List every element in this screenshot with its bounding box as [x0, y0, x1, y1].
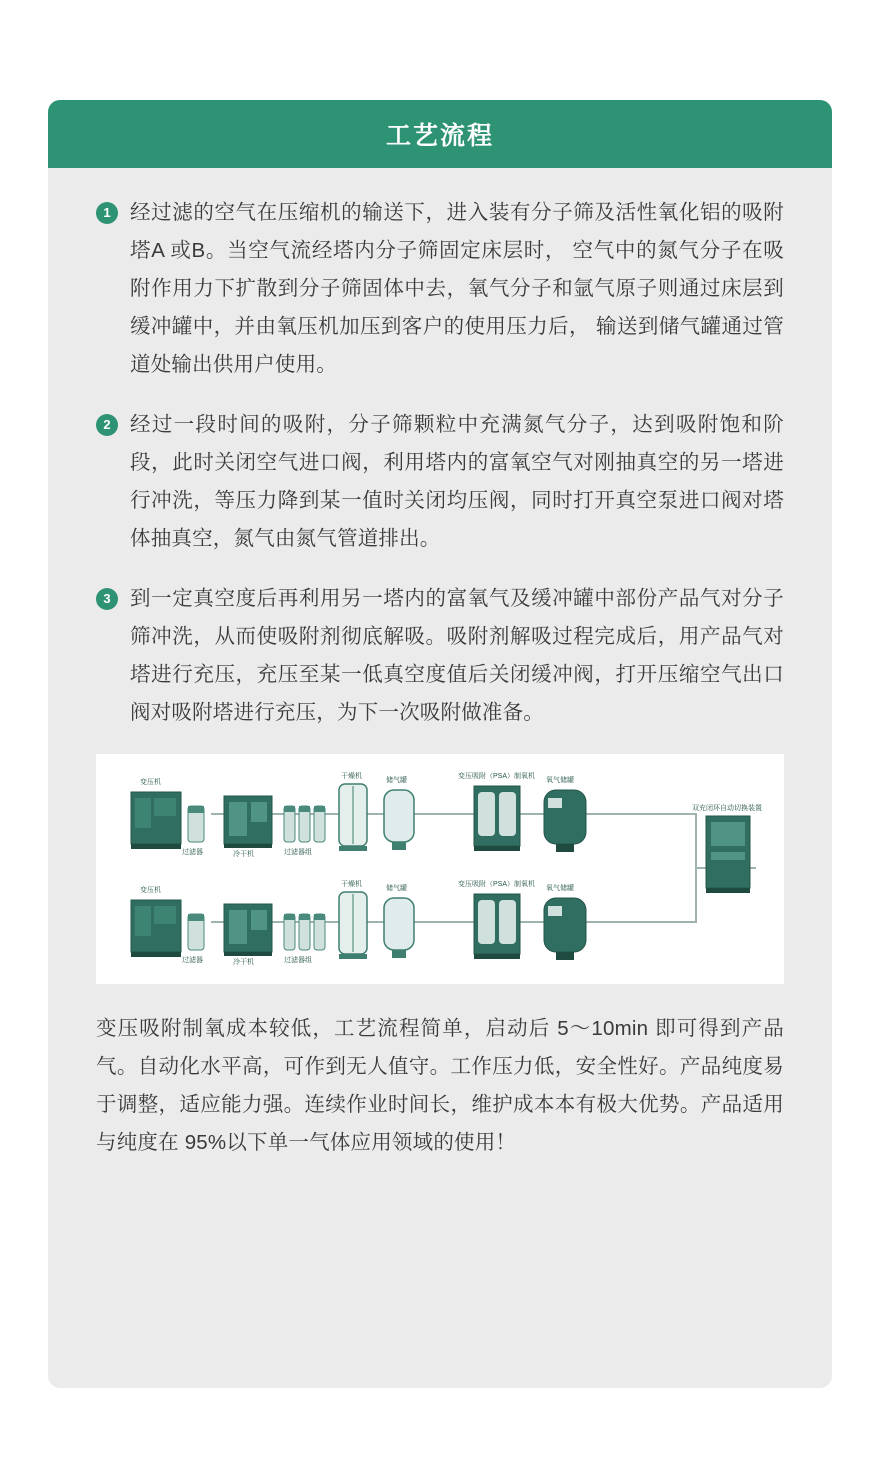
svg-text:变压吸附（PSA）制氧机: 变压吸附（PSA）制氧机 — [458, 881, 536, 888]
svg-text:过滤器组: 过滤器组 — [284, 957, 312, 964]
svg-text:冷干机: 冷干机 — [233, 959, 254, 966]
step-number-badge: 2 — [96, 414, 118, 436]
svg-text:过滤器: 过滤器 — [182, 957, 203, 964]
list-item — [96, 580, 784, 732]
svg-text:干燥机: 干燥机 — [341, 881, 362, 888]
svg-text:储气罐: 储气罐 — [386, 885, 407, 892]
svg-text:双充闭环自动切换装置: 双充闭环自动切换装置 — [692, 805, 762, 812]
svg-text:干燥机: 干燥机 — [341, 773, 362, 780]
step-number-badge: 3 — [96, 588, 118, 610]
svg-text:变压机: 变压机 — [140, 779, 161, 786]
step-number-badge: 1 — [96, 202, 118, 224]
step-text: 经过一段时间的吸附，分子筛颗粒中充满氮气分子，达到吸附饱和阶段，此时关闭空气进口阀，利用塔内的富氧空气对刚抽真空的另一塔进行冲洗，等压力降到某一值时关闭均压阀，同时打开真空泵进口阀对塔体抽真空，氮气由氮气管道排出。 — [130, 413, 784, 550]
diagram-svg — [96, 754, 784, 984]
process-flow-diagram — [96, 754, 784, 984]
svg-text:过滤器: 过滤器 — [182, 849, 203, 856]
process-flow-card — [48, 100, 832, 1388]
svg-text:氧气储罐: 氧气储罐 — [546, 777, 574, 784]
card-body — [48, 168, 832, 1192]
svg-text:储气罐: 储气罐 — [386, 777, 407, 784]
list-item — [96, 406, 784, 558]
svg-text:氧气储罐: 氧气储罐 — [546, 885, 574, 892]
step-text: 经过滤的空气在压缩机的输送下，进入装有分子筛及活性氧化铝的吸附塔A 或B。当空气流经塔内分子筛固定床层时， 空气中的氮气分子在吸附作用力下扩散到分子筛固体中去，氧气分子和氩气原子则通过床层到缓冲罐中，并由氧压机加压到客户的使用压力后， 输送到储气罐通过管道处输出供用户使用。 — [130, 201, 784, 376]
page-title: 工艺流程 — [385, 122, 494, 150]
list-item — [96, 194, 784, 384]
step-text: 到一定真空度后再利用另一塔内的富氧气及缓冲罐中部份产品气对分子筛冲洗，从而使吸附剂彻底解吸。吸附剂解吸过程完成后，用产品气对塔进行充压，充压至某一低真空度值后关闭缓冲阀，打开压缩空气出口阀对吸附塔进行充压，为下一次吸附做准备。 — [130, 587, 784, 724]
card-header — [48, 100, 832, 168]
svg-text:变压机: 变压机 — [140, 887, 161, 894]
summary-text: 变压吸附制氧成本较低，工艺流程简单，启动后 5～10min 即可得到产品气。自动化水平高，可作到无人值守。工作压力低，安全性好。产品纯度易于调整，适应能力强。连续作业时间长，维护成本本有极大优势。产品适用与纯度在 95%以下单一气体应用领域的使用！ — [96, 1017, 784, 1154]
svg-text:冷干机: 冷干机 — [233, 851, 254, 858]
svg-text:变压吸附（PSA）制氧机: 变压吸附（PSA）制氧机 — [458, 773, 536, 780]
svg-text:过滤器组: 过滤器组 — [284, 849, 312, 856]
